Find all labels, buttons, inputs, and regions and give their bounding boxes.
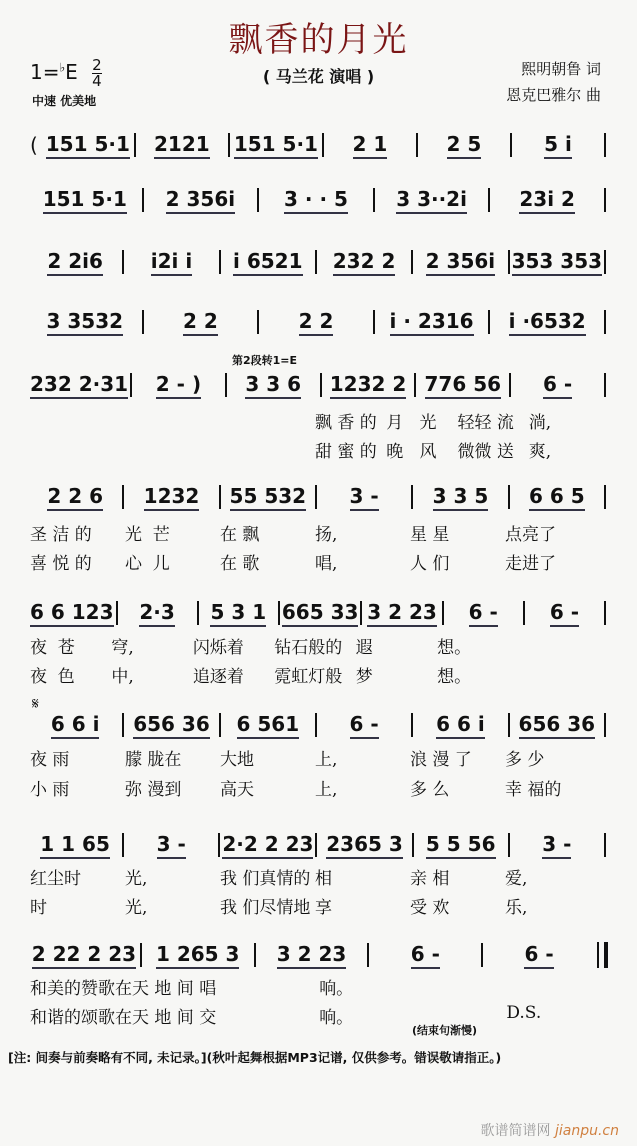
notes: 2 - ) — [156, 372, 201, 399]
bar-line — [509, 373, 511, 397]
measure — [126, 249, 216, 276]
lyric-segment — [226, 1003, 320, 1028]
bar-line — [442, 601, 444, 625]
measure — [30, 372, 128, 399]
lyric-segment: 我 们真情的 — [220, 869, 311, 889]
lyric-segment: 相 — [315, 869, 332, 889]
notes: 232 2·31 — [30, 372, 128, 399]
measure — [324, 372, 413, 399]
bar-line — [416, 133, 418, 157]
lyrics-line — [30, 974, 600, 999]
lyric-segment: 夜 色 — [30, 667, 75, 687]
notes: 656 36 — [519, 712, 596, 739]
lyric-segment: 幸 福的 — [505, 780, 562, 800]
lyrics-line — [30, 437, 600, 462]
notes: 5 5 56 — [426, 832, 496, 859]
segno-icon: 𝄋 — [32, 694, 39, 713]
lyric-segment: 甜 蜜 的 — [315, 442, 377, 462]
lyrics-line — [30, 633, 600, 658]
bar-line — [228, 133, 230, 157]
lyric-segment: 中, — [111, 667, 134, 687]
bar-line — [320, 373, 322, 397]
lyrics-line — [30, 775, 600, 800]
lyric-segment: 天 地 间 唱 — [132, 979, 217, 999]
lyrics-line — [30, 893, 600, 918]
lyric-segment: 星 星 — [410, 525, 450, 545]
bar-line — [367, 943, 369, 967]
bar-line — [604, 133, 606, 157]
measure — [201, 600, 276, 627]
lyric-segment: 亲 相 — [410, 869, 450, 889]
lyrics-line — [30, 520, 600, 545]
lyric-segment — [244, 437, 315, 462]
lyric-segment — [226, 974, 320, 999]
bar-line — [604, 310, 606, 334]
lyrics-line — [30, 662, 600, 687]
lyric-segment — [413, 974, 507, 999]
bar-line — [373, 188, 375, 212]
open-paren: ( — [30, 133, 38, 157]
lyric-segment: 圣 洁 的 — [30, 525, 92, 545]
measure — [415, 712, 505, 739]
measure — [138, 132, 226, 159]
notes: 665 33 — [282, 600, 359, 627]
measure — [512, 484, 602, 511]
bar-line — [604, 713, 606, 737]
music-line — [30, 711, 608, 739]
lyric-segment: 红尘时 — [30, 869, 81, 889]
notes: 2 2i6 — [47, 249, 103, 276]
notes: 6 - — [350, 712, 379, 739]
watermark-latin: jianpu.cn — [554, 1123, 619, 1139]
measure — [371, 942, 479, 969]
bar-line — [604, 833, 606, 857]
lyrics-line — [30, 745, 600, 770]
lyric-segment: 月 光 — [386, 413, 437, 433]
lyric-segment: 淌, — [528, 413, 552, 433]
lyric-segment: 夜 雨 — [30, 750, 70, 770]
lyric-segment: 和谐的颂歌在 — [30, 1008, 132, 1028]
notes: 2 356i — [166, 187, 235, 214]
bar-line — [254, 943, 256, 967]
bar-line — [604, 250, 606, 274]
lyric-segment: 想。 — [437, 638, 472, 658]
notes: 3 3 6 — [245, 372, 301, 399]
measure — [514, 132, 602, 159]
lyric-segment: 点亮了 — [505, 525, 556, 545]
lyric-segment — [30, 408, 101, 433]
lyric-segment: 爽, — [528, 442, 552, 462]
composer: 恩克巴雅尔 曲 — [506, 86, 601, 104]
lyric-segment: 喜 悦 的 — [30, 554, 92, 574]
music-line — [30, 308, 608, 336]
music-line — [30, 131, 608, 159]
bar-line — [411, 485, 413, 509]
key-prefix: 1= — [30, 60, 60, 84]
notes: 2·3 — [139, 600, 174, 627]
notes: 3 3··2i — [396, 187, 467, 214]
bar-line — [218, 833, 220, 857]
tempo-marking: 中速 优美地 — [32, 94, 97, 108]
notes: 1 1 65 — [40, 832, 110, 859]
notes: 353 353 — [512, 249, 602, 276]
bar-line — [122, 250, 124, 274]
notes: 2 2 6 — [47, 484, 103, 511]
bar-line — [373, 310, 375, 334]
measure — [416, 832, 506, 859]
lyric-segment: 浪 漫 了 — [410, 750, 472, 770]
lyric-segment — [173, 408, 244, 433]
notes: 3 · · 5 — [284, 187, 348, 214]
measure — [446, 600, 521, 627]
music-line — [30, 186, 608, 214]
measure — [223, 484, 313, 511]
time-top: 2 — [92, 56, 102, 74]
measure — [146, 309, 256, 336]
bar-line — [116, 601, 118, 625]
lyric-segment: 夜 苍 — [30, 638, 75, 658]
bar-line — [604, 373, 606, 397]
lyric-segment: 时 — [30, 898, 47, 918]
lyric-segment — [101, 437, 172, 462]
measure — [258, 942, 366, 969]
notes: 6 - — [550, 600, 579, 627]
measure — [513, 372, 602, 399]
measure — [512, 249, 602, 276]
notes: 3 - — [350, 484, 379, 511]
measure — [319, 249, 409, 276]
music-line — [30, 371, 608, 399]
bar-line — [315, 250, 317, 274]
credits — [506, 56, 601, 108]
bar-line — [130, 373, 132, 397]
lyric-segment — [519, 633, 600, 658]
bar-line — [604, 188, 606, 212]
lyric-segment: D.S. — [506, 1003, 542, 1023]
notes: 1 265 3 — [156, 942, 240, 969]
lyric-segment — [519, 662, 600, 687]
lyric-segment: 高天 — [220, 780, 254, 800]
lyric-segment — [506, 974, 600, 999]
bar-line — [315, 713, 317, 737]
music-line — [30, 248, 608, 276]
measure — [146, 187, 256, 214]
measure — [326, 132, 414, 159]
measure — [415, 249, 505, 276]
lyric-segment: 大地 — [220, 750, 254, 770]
notes: 6 - — [543, 372, 572, 399]
measure — [144, 942, 252, 969]
measure — [222, 832, 313, 859]
lyric-segment: 遐 — [355, 638, 373, 658]
measure — [30, 309, 140, 336]
bar-line — [322, 133, 324, 157]
lyric-segment — [413, 1003, 507, 1028]
lyric-segment: 人 们 — [410, 554, 450, 574]
bar-line — [315, 485, 317, 509]
notes: 3 2 23 — [367, 600, 437, 627]
notes: 6 - — [469, 600, 498, 627]
bar-line — [508, 833, 510, 857]
lyric-segment: 弥 漫到 — [125, 780, 182, 800]
bar-line — [225, 373, 227, 397]
measure — [415, 484, 505, 511]
lyric-segment — [30, 437, 101, 462]
notes: 6 6 i — [436, 712, 485, 739]
notes: 2 2 — [299, 309, 334, 336]
notes: 1232 — [144, 484, 200, 511]
notes: 6 6 5 — [529, 484, 585, 511]
lyric-segment: 走进了 — [505, 554, 556, 574]
lyric-segment: 多 少 — [505, 750, 545, 770]
lyric-segment: 天 地 间 交 — [132, 1008, 217, 1028]
measure — [377, 187, 487, 214]
lyric-segment: 在 飘 — [220, 525, 260, 545]
bar-line — [140, 943, 142, 967]
lyrics-line — [30, 408, 600, 433]
notes: 6 - — [411, 942, 440, 969]
notes: 2 2 — [183, 309, 218, 336]
notes: i ·6532 — [509, 309, 586, 336]
bar-line — [360, 601, 362, 625]
lyric-segment: 唱, — [315, 554, 338, 574]
measure — [44, 132, 132, 159]
bar-line — [508, 485, 510, 509]
lyric-segment: 小 雨 — [30, 780, 70, 800]
lyric-segment: 光 芒 — [125, 525, 170, 545]
bar-line — [122, 833, 124, 857]
measure — [261, 309, 371, 336]
bar-line — [142, 188, 144, 212]
footer-note: [注: 间奏与前奏略有不同, 未记录。](秋叶起舞根据MP3记谱, 仅供参考。错误敬请指正。) — [8, 1050, 502, 1065]
measure — [126, 712, 216, 739]
bar-line — [142, 310, 144, 334]
measure — [492, 309, 602, 336]
notes: i · 2316 — [390, 309, 474, 336]
bar-line — [604, 485, 606, 509]
music-line — [30, 941, 608, 969]
measure — [492, 187, 602, 214]
flat-sign: ♭ — [59, 60, 66, 75]
bar-line — [508, 250, 510, 274]
measure — [126, 484, 216, 511]
measure — [485, 942, 593, 969]
measure — [30, 187, 140, 214]
measure — [282, 600, 359, 627]
watermark-cn: 歌谱简谱网 — [480, 1123, 551, 1139]
notes: 6 - — [524, 942, 553, 969]
notes: 3 3 5 — [433, 484, 489, 511]
lyric-segment: 享 — [315, 898, 332, 918]
bar-line — [219, 250, 221, 274]
measure — [229, 372, 318, 399]
notes: 2 5 — [447, 132, 482, 159]
lyric-segment: 梦 — [355, 667, 373, 687]
lyric-segment — [101, 408, 172, 433]
measure — [377, 309, 487, 336]
notes: i 6521 — [233, 249, 302, 276]
measure — [232, 132, 320, 159]
lyric-segment: 晚 风 — [386, 442, 437, 462]
lyric-segment: 上, — [315, 750, 338, 770]
lyric-segment: 轻轻 流 — [457, 413, 514, 433]
lyrics-line — [30, 864, 600, 889]
lyric-segment: 和美的赞歌在 — [30, 979, 132, 999]
bar-line — [510, 133, 512, 157]
notes: 2365 3 — [326, 832, 403, 859]
notes: 151 5·1 — [46, 132, 130, 159]
lyric-segment: 在 歌 — [220, 554, 260, 574]
lyric-segment: 扬, — [315, 525, 338, 545]
notes: 2 356i — [426, 249, 495, 276]
lyric-segment: 心 儿 — [125, 554, 170, 574]
measure — [134, 372, 223, 399]
measure — [120, 600, 195, 627]
measure — [364, 600, 439, 627]
bar-line — [134, 133, 136, 157]
key-note: E — [65, 60, 78, 84]
music-line — [30, 599, 608, 627]
lyric-segment: 爱, — [505, 869, 528, 889]
measure — [30, 484, 120, 511]
notes: 656 36 — [133, 712, 210, 739]
notes: 55 532 — [230, 484, 307, 511]
notes: 23i 2 — [519, 187, 575, 214]
lyric-segment: 响。 — [319, 1008, 354, 1028]
lyric-segment: 穹, — [111, 638, 134, 658]
bar-line — [219, 713, 221, 737]
measure — [126, 832, 216, 859]
measure — [30, 249, 120, 276]
notes: 6 6 123 — [30, 600, 114, 627]
notes: i2i i — [151, 249, 192, 276]
notes: 2 1 — [353, 132, 388, 159]
measure — [30, 600, 114, 627]
measure — [319, 484, 409, 511]
bar-line — [411, 250, 413, 274]
bar-line — [122, 713, 124, 737]
notes: 5 3 1 — [210, 600, 266, 627]
lyric-segment: 朦 胧在 — [125, 750, 182, 770]
lyric-segment: 光, — [125, 869, 148, 889]
notes: 776 56 — [425, 372, 502, 399]
bar-line — [257, 188, 259, 212]
lyric-segment: 上, — [315, 780, 338, 800]
notes: 3 3532 — [47, 309, 124, 336]
bar-line — [411, 713, 413, 737]
bar-line — [122, 485, 124, 509]
bar-line — [488, 310, 490, 334]
notes: 6 561 — [237, 712, 300, 739]
bar-line — [414, 373, 416, 397]
bar-line — [412, 833, 414, 857]
lyricist: 熙明朝鲁 词 — [521, 60, 601, 78]
music-line — [30, 483, 608, 511]
measure — [527, 600, 602, 627]
bar-line — [257, 310, 259, 334]
lyrics-line — [30, 549, 600, 574]
measure — [223, 712, 313, 739]
lyric-segment: 飘 香 的 — [315, 413, 377, 433]
measure — [223, 249, 313, 276]
time-bottom: 4 — [92, 72, 102, 90]
lyric-segment: 响。 — [319, 979, 354, 999]
lyric-segment: 我 们尽情地 — [220, 898, 311, 918]
bar-line — [278, 601, 280, 625]
lyric-segment: 乐, — [505, 898, 528, 918]
lyric-segment: 想。 — [437, 667, 472, 687]
notes: 2·2 2 23 — [222, 832, 313, 859]
notes: 2121 — [154, 132, 210, 159]
lyric-segment: 钻石般的 — [274, 638, 343, 658]
bar-line — [197, 601, 199, 625]
measure — [30, 942, 138, 969]
bar-line — [315, 833, 317, 857]
measure — [30, 832, 120, 859]
notes: 3 - — [157, 832, 186, 859]
lyric-segment: 追逐着 — [192, 667, 244, 687]
measure — [319, 712, 409, 739]
measure — [512, 832, 602, 859]
bar-line — [488, 188, 490, 212]
measure — [30, 712, 120, 739]
notes: 151 5·1 — [234, 132, 318, 159]
bar-line — [604, 601, 606, 625]
bar-line — [523, 601, 525, 625]
song-title: 飘香的月光 — [228, 20, 409, 60]
singer: ( 马兰花 演唱 ) — [262, 67, 375, 86]
lyric-segment: 光, — [125, 898, 148, 918]
bar-line — [508, 713, 510, 737]
key-change-note: 第2段转1=E — [232, 354, 298, 367]
final-repeat-barline — [597, 942, 608, 968]
lyric-segment: 受 欢 — [410, 898, 450, 918]
lyric-segment: 闪烁着 — [192, 638, 244, 658]
notes: 6 6 i — [51, 712, 100, 739]
music-line — [30, 831, 608, 859]
notes: 232 2 — [333, 249, 396, 276]
measure — [418, 372, 507, 399]
measure — [420, 132, 508, 159]
lyric-segment: 霓虹灯般 — [274, 667, 343, 687]
notes: 3 2 23 — [277, 942, 347, 969]
measure — [319, 832, 409, 859]
notes: 3 - — [542, 832, 571, 859]
lyrics-line — [30, 1003, 600, 1028]
notes: 2 22 2 23 — [32, 942, 136, 969]
watermark — [481, 1120, 619, 1140]
lyric-segment — [173, 437, 244, 462]
measure — [512, 712, 602, 739]
notes: 5 i — [544, 132, 572, 159]
lyric-segment — [244, 408, 315, 433]
measure — [261, 187, 371, 214]
notes: 1232 2 — [330, 372, 407, 399]
notes: 151 5·1 — [43, 187, 127, 214]
lyric-segment: 微微 送 — [457, 442, 514, 462]
bar-line — [481, 943, 483, 967]
lyric-segment: 多 么 — [410, 780, 450, 800]
bar-line — [219, 485, 221, 509]
ending-note: (结束句渐慢) — [412, 1024, 478, 1037]
